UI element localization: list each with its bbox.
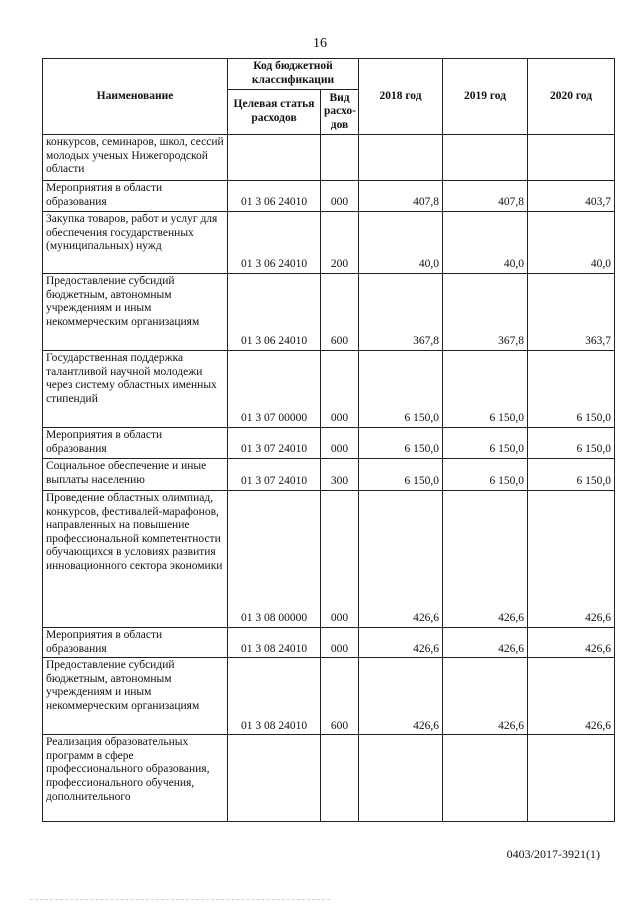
row-expense-type-cell: 000 (321, 628, 359, 658)
row-2020-cell: 426,6 (528, 491, 615, 628)
row-2019-cell: 6 150,0 (443, 351, 528, 428)
table-row (43, 459, 615, 491)
row-name-cell: Реализация образовательных программ в сфере профессионального образования, профессионального обучения, дополнительного (43, 735, 228, 822)
row-name-cell: Социальное обеспечение и иные выплаты населению (43, 459, 228, 491)
row-expense-type-cell: 600 (321, 658, 359, 735)
row-expense-type-cell: 200 (321, 212, 359, 274)
table-row (43, 658, 615, 735)
row-name-cell: Предоставление субсидий бюджетным, автономным учреждениям и иным некоммерческим организациям (43, 658, 228, 735)
row-2020-cell (528, 135, 615, 181)
row-2019-cell: 40,0 (443, 212, 528, 274)
row-2019-cell: 407,8 (443, 181, 528, 212)
table-row (43, 274, 615, 351)
header-2019: 2019 год (443, 59, 528, 135)
row-target-article-cell: 01 3 08 24010 (228, 658, 321, 735)
document-number: 0403/2017-3921(1) (506, 847, 600, 861)
row-expense-type-cell (321, 735, 359, 822)
row-2020-cell: 6 150,0 (528, 351, 615, 428)
row-2020-cell: 363,7 (528, 274, 615, 351)
row-2018-cell: 426,6 (359, 491, 443, 628)
row-expense-type-cell: 000 (321, 181, 359, 212)
row-name-cell: Государственная поддержка талантливой научной молодежи через систему областных именных стипендий (43, 351, 228, 428)
row-name-cell: Мероприятия в области образования (43, 428, 228, 459)
row-name-cell: конкурсов, семинаров, школ, сессий молодых ученых Нижегородской области (43, 135, 228, 181)
header-expense-type: Вид расхо-дов (321, 90, 359, 135)
table-row (43, 351, 615, 428)
row-2019-cell: 367,8 (443, 274, 528, 351)
table-body (43, 135, 615, 822)
row-name-cell: Мероприятия в области образования (43, 628, 228, 658)
header-2020: 2020 год (528, 59, 615, 135)
row-2019-cell: 426,6 (443, 628, 528, 658)
row-2020-cell: 6 150,0 (528, 428, 615, 459)
header-2018: 2018 год (359, 59, 443, 135)
header-name: Наименование (43, 59, 228, 135)
row-2020-cell: 426,6 (528, 628, 615, 658)
row-name-cell: Проведение областных олимпиад, конкурсов, фестивалей-марафонов, направленных на повышение профессиональной компетентности обучающихся в условиях развития инновационного сектора экономики (43, 491, 228, 628)
row-expense-type-cell: 300 (321, 459, 359, 491)
row-2020-cell (528, 735, 615, 822)
row-2018-cell (359, 135, 443, 181)
row-2019-cell: 6 150,0 (443, 459, 528, 491)
row-2018-cell: 6 150,0 (359, 459, 443, 491)
row-target-article-cell: 01 3 06 24010 (228, 181, 321, 212)
row-expense-type-cell: 000 (321, 491, 359, 628)
table-row (43, 181, 615, 212)
row-target-article-cell (228, 135, 321, 181)
row-2018-cell: 426,6 (359, 628, 443, 658)
table-row (43, 491, 615, 628)
header-budget-code: Код бюджетной классификации (228, 59, 359, 90)
page-number: 16 (313, 36, 327, 51)
table-header-row (43, 59, 615, 90)
table-row (43, 212, 615, 274)
row-target-article-cell: 01 3 07 24010 (228, 428, 321, 459)
row-2019-cell (443, 735, 528, 822)
row-target-article-cell: 01 3 06 24010 (228, 212, 321, 274)
row-2018-cell: 6 150,0 (359, 428, 443, 459)
row-target-article-cell (228, 735, 321, 822)
row-2018-cell: 367,8 (359, 274, 443, 351)
row-2018-cell (359, 735, 443, 822)
row-target-article-cell: 01 3 07 00000 (228, 351, 321, 428)
row-name-cell: Закупка товаров, работ и услуг для обеспечения государственных (муниципальных) нужд (43, 212, 228, 274)
row-2019-cell: 426,6 (443, 491, 528, 628)
table-row (43, 428, 615, 459)
row-2018-cell: 6 150,0 (359, 351, 443, 428)
row-2020-cell: 40,0 (528, 212, 615, 274)
row-2019-cell (443, 135, 528, 181)
row-2020-cell: 426,6 (528, 658, 615, 735)
row-target-article-cell: 01 3 06 24010 (228, 274, 321, 351)
row-expense-type-cell: 000 (321, 351, 359, 428)
table-row (43, 628, 615, 658)
row-2020-cell: 6 150,0 (528, 459, 615, 491)
row-2018-cell: 407,8 (359, 181, 443, 212)
row-target-article-cell: 01 3 07 24010 (228, 459, 321, 491)
scan-artifact-line (30, 899, 330, 902)
row-target-article-cell: 01 3 08 00000 (228, 491, 321, 628)
row-name-cell: Мероприятия в области образования (43, 181, 228, 212)
row-2020-cell: 403,7 (528, 181, 615, 212)
table-row (43, 735, 615, 822)
table-row (43, 135, 615, 181)
row-2019-cell: 6 150,0 (443, 428, 528, 459)
row-name-cell: Предоставление субсидий бюджетным, автономным учреждениям и иным некоммерческим организациям (43, 274, 228, 351)
row-2018-cell: 40,0 (359, 212, 443, 274)
row-target-article-cell: 01 3 08 24010 (228, 628, 321, 658)
row-2019-cell: 426,6 (443, 658, 528, 735)
row-expense-type-cell: 000 (321, 428, 359, 459)
row-expense-type-cell: 600 (321, 274, 359, 351)
row-2018-cell: 426,6 (359, 658, 443, 735)
header-target-article: Целевая статья расходов (228, 90, 321, 135)
budget-table (42, 58, 615, 822)
row-expense-type-cell (321, 135, 359, 181)
